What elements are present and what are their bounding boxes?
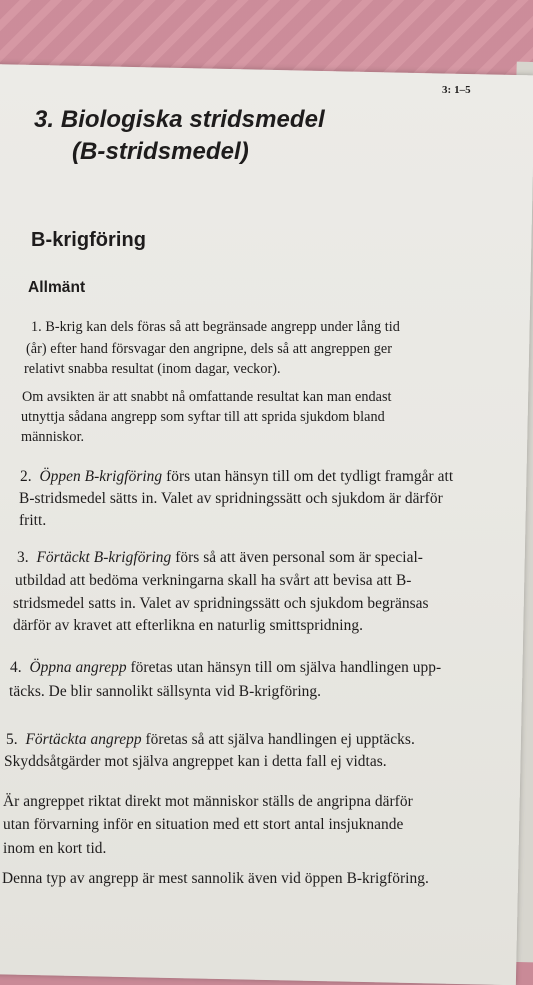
p3-first-line — [17, 549, 423, 567]
subsection-title: Allmänt — [28, 279, 86, 296]
section-title: B-krigföring — [31, 229, 147, 251]
p1b-line-2: utnyttja sådana angrepp som syftar till att sprida sjukdom bland — [21, 409, 385, 425]
p5-rest: företas så att själva handlingen ej upptäcks. — [141, 731, 415, 748]
p5-number: 5. — [6, 731, 18, 748]
p3-term: Förtäckt B-krigföring — [36, 549, 172, 566]
p3-line-3: stridsmedel satts in. Valet av spridningssätt och sjukdom begränsas — [13, 595, 429, 612]
p4-rest: företas utan hänsyn till om själva handlingen upp- — [126, 659, 442, 676]
p2-rest: förs utan hänsyn till om det tydligt framgår att — [162, 468, 454, 485]
p6-line-3: inom en kort tid. — [3, 840, 107, 857]
p4-line-2: täcks. De blir sannolikt sällsynta vid B-krigföring. — [9, 683, 322, 700]
p7-line-1: Denna typ av angrepp är mest sannolik även vid öppen B-krigföring. — [2, 870, 429, 887]
p4-term: Öppna angrepp — [29, 659, 127, 676]
p4-number: 4. — [10, 659, 22, 676]
chapter-title-line-2: (B-stridsmedel) — [72, 138, 249, 165]
p1b-line-3: människor. — [21, 429, 85, 445]
p2-line-2: B-stridsmedel sätts in. Valet av spridningssätt och sjukdom är därför — [19, 490, 443, 507]
chapter-title-line-1: 3. Biologiska stridsmedel — [34, 106, 325, 133]
p1b-line-1: Om avsikten är att snabbt nå omfattande resultat kan man endast — [22, 389, 392, 405]
p3-line-4: därför av kravet att efterlikna en naturlig smittspridning. — [13, 617, 363, 634]
p3-number: 3. — [17, 549, 29, 566]
p2-first-line — [20, 468, 453, 486]
p1-line-1: 1. B-krig kan dels föras så att begränsade angrepp under lång tid — [31, 319, 400, 335]
p1-line-3: relativt snabba resultat (inom dagar, veckor). — [24, 361, 281, 377]
p3-line-2: utbildad att bedöma verkningarna skall ha svårt att bevisa att B- — [15, 572, 412, 589]
p2-line-3: fritt. — [19, 512, 47, 529]
p2-term: Öppen B-krigföring — [39, 468, 163, 485]
p2-number: 2. — [20, 468, 32, 485]
p5-line-2: Skyddsåtgärder mot själva angreppet kan i detta fall ej vidtas. — [4, 753, 387, 770]
p3-rest: förs så att även personal som är special- — [171, 549, 423, 566]
p5-first-line — [6, 731, 415, 749]
p6-line-2: utan förvarning inför en situation med ett stort antal insjuknande — [3, 816, 404, 833]
p6-line-1: Är angreppet riktat direkt mot människor ställs de angripna därför — [3, 793, 413, 810]
p4-first-line — [10, 659, 441, 677]
p1-line-2: (år) efter hand försvagar den angripne, dels så att angreppen ger — [26, 341, 393, 357]
p5-term: Förtäckta angrepp — [25, 731, 142, 748]
page-reference: 3: 1–5 — [442, 84, 471, 96]
